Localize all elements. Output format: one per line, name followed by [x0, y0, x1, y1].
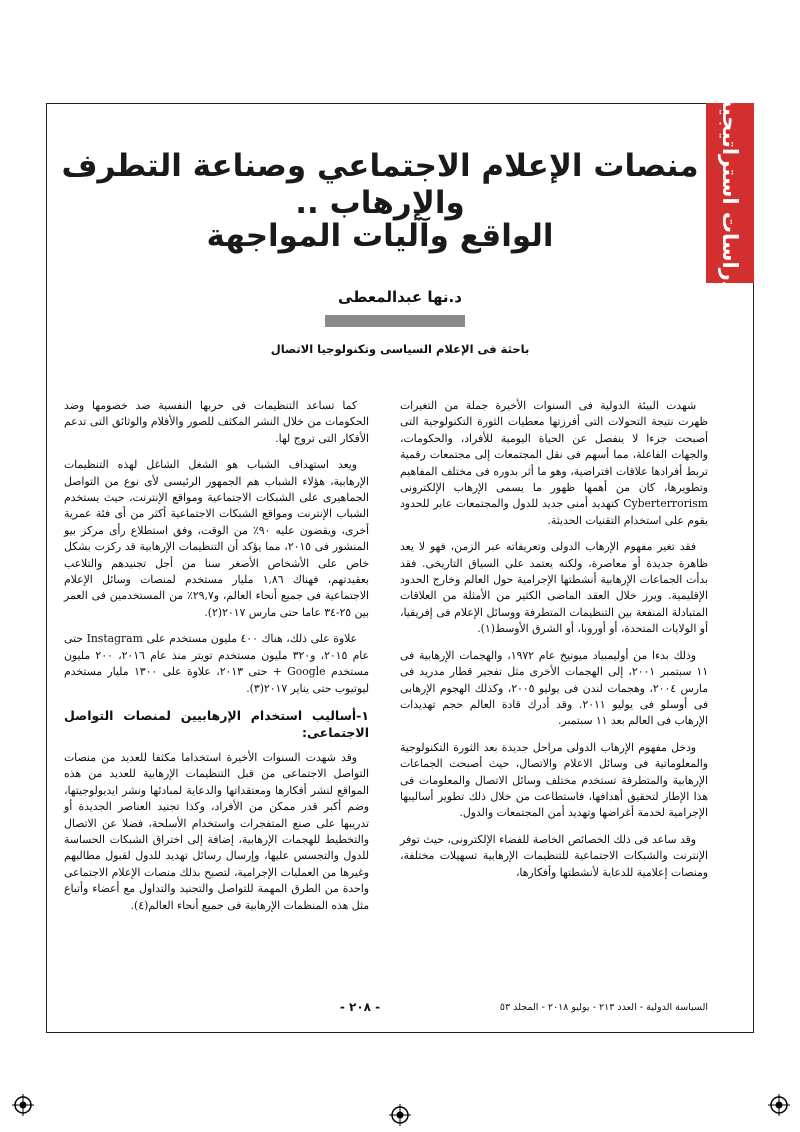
- section-tab: [706, 94, 754, 292]
- page-number: - ٢٠٨ -: [339, 1000, 381, 1014]
- section-tab-label: دراسات استراتيجية: [718, 94, 742, 292]
- journal-footer: السياسة الدولية - العدد ٢١٣ - يوليو ٢٠١٨ - المجلد ٥٣: [499, 1002, 708, 1013]
- paragraph: علاوة على ذلك، هناك ٤٠٠ مليون مستخدم على Instagram حتى عام ٢٠١٥، و٣٢٠ مليون مستخدم تويتر منذ عام ٢٠١٦، ٢٠٠ مليون مستخدم Google + حتى ٢٠١٣، علاوة على ١٣٠٠ مليار مستخدم ليوتيوب حتى يناير ٢٠١٧(٣).: [64, 632, 369, 695]
- crop-mark-icon: [768, 1094, 790, 1116]
- author-affiliation: باحثة فى الإعلام السياسى وتكنولوجيا الاتصال: [270, 342, 530, 356]
- paragraph: فقد تغير مفهوم الإرهاب الدولى وتعريفاته عبر الزمن، فهو لا يعد ظاهرة جديدة أو معاصرة، ولكنه يعتمد على السياق التاريخى. فقد بدأت الجماعات الإرهابية أنشطتها الإجرامية حول العالم وخارج الحدود الإقليمية. ويرز خلال العقد الماضى الكثير من الأمثلة من العلاقات المتبادلة المنفعة بين التنظيمات المتطرفة ووسائل الإعلام فى إفريقيا، أو الولايات المتحدة، أو أوروبا، أو الشرق الأوسط(١).: [400, 540, 708, 636]
- crop-mark-icon: [12, 1094, 34, 1116]
- paragraph: ويعد استهداف الشباب هو الشغل الشاغل لهذه التنظيمات الإرهابية، هؤلاء الشباب هم الجمهور الرئيسى لأى نوع من التواصل الجماهيرى على الشبكات الاجتماعية ومواقع الإنترنت، حيث يستخدم الشباب الإنترنت ومواقع الشبكات الاجتماعية أكثر من أى فئة عمرية أخرى، ويقضون عليه ٩٠٪ من الوقت، وفق استطلاع رأى مركز بيو المنشور فى ٢٠١٥، مما يؤكد أن التنظيمات الإرهابية قد ركزت بشكل خاص على الأشخاص الأصغر سنا من أجل تجنيدهم والتلاعب بعقيدتهم، فهناك ١,٨٦ مليار مستخدم لمنصات وسائل الإعلام الاجتماعية فى جميع أنحاء العالم، و٢٩,٧٪ من المستخدمين فى العمر بين ٢٥-٣٤ عاما حتى مارس ٢٠١٧(٢).: [64, 458, 369, 619]
- paragraph: وقد ساعد فى ذلك الخصائص الخاصة للفضاء الإلكترونى، حيث توفر الإنترنت والشبكات الاجتماعية للتنظيمات الإرهابية تسهيلات مختلفة، ومنصات إعلامية للدعاية لأنشطتها وأفكارها،: [400, 832, 708, 879]
- left-column: [64, 398, 369, 924]
- paragraph: كما تساعد التنظيمات فى حربها النفسية ضد خصومها وضد الحكومات من خلال النشر المكثف للصور والأفلام والوثائق التى تدعم الأفكار التى تروج لها.: [64, 399, 369, 445]
- section-heading: ١-أساليب استخدام الإرهابيين لمنصات التواصل الاجتماعى:: [64, 707, 369, 741]
- paragraph: شهدت البيئة الدولية فى السنوات الأخيرة جملة من التغيرات ظهرت نتيجة التحولات التى أفرزتها معطيات الثورة التكنولوجية التى أصبحت جزءا لا ينفصل عن الحياة اليومية للأفراد، والحكومات، والجهات الفاعلة، مما أسهم فى نقل المجتمعات إلى مجتمعات رقمية تربط أفرادها علاقات افتراضية، وهو ما أثر بدوره فى مختلف المفاهيم وتطويرها، كان من أهمها ظهور ما يسمى الإرهاب الإلكترونى Cyberterrorism كتهديد أمنى جديد للدول والمجتمعات عابر للحدود يقوم على استخدام التقنيات الحديثة.: [400, 399, 708, 527]
- article-title-line-1: منصات الإعلام الاجتماعي وصناعة التطرف والإرهاب ..: [61, 148, 699, 222]
- paragraph: وذلك بدءا من أوليمبياد ميونيخ عام ١٩٧٢، والهجمات الإرهابية فى ١١ سبتمبر ٢٠٠١، إلى الهجمات الأخرى مثل تفجير قطار مدريد فى مارس ٢٠٠٤، وهجمات لندن فى يوليو ٢٠٠٥، وكذلك الهجوم الإرهابى فى أوسلو فى يوليو ٢٠١١. وقد أدرك قادة العالم حجم تهديدات الإرهاب فى العالم بعد ١١ سبتمبر.: [400, 648, 709, 728]
- author-underline-bar: [325, 315, 465, 327]
- paragraph: ودخل مفهوم الإرهاب الدولى مراحل جديدة بعد الثورة التكنولوجية والمعلوماتية فى وسائل الاعلام والاتصال، حيث أصبحت الجماعات الإرهابية والمتطرفة تستخدم مختلف وسائل الاتصال والمعلومات فى هذا الإطار لتحقيق أهدافها، فاستطاعت من خلال ذلك تطوير أساليبها الإجرامية لخدمة أغراضها وتهديد أمن المجتمعات والدول.: [400, 740, 708, 820]
- crop-mark-icon: [389, 1104, 411, 1126]
- right-column: [400, 398, 708, 891]
- author-name: د.نها عبدالمعطى: [338, 288, 462, 306]
- paragraph: وقد شهدت السنوات الأخيرة استخداما مكثفا للعديد من منصات التواصل الاجتماعى من قبل التنظيمات الإرهابية للعديد من هذه المواقع لنشر أفكارها ومعتقداتها والدعاية لمبادئها ونشر ايديولوجيتها، وضم أكبر قدر ممكن من الأفراد، وكذا تجنيد العناصر الجديدة أو تدريبها على صنع المتفجرات واستخدام الأسلحة، فضلا عن الاتصال والتخطيط للهجمات الإرهابية، إضافة إلى اختراق الشبكات الحساسة للدول والتجسس عليها، وإرسال رسائل تهديد للدول لقبول مطالبهم وغيرها من العمليات الإجرامية، لتصبح بذلك منصات الإعلام الاجتماعى واحدة من الطرق المهمة للتواصل والتجنيد والتداول مع أعضاء وأتباع مثل هذه المنظمات الإرهابية فى جميع أنحاء العالم(٤).: [64, 750, 369, 912]
- article-title-line-2: الواقع وآليات المواجهة: [206, 218, 554, 254]
